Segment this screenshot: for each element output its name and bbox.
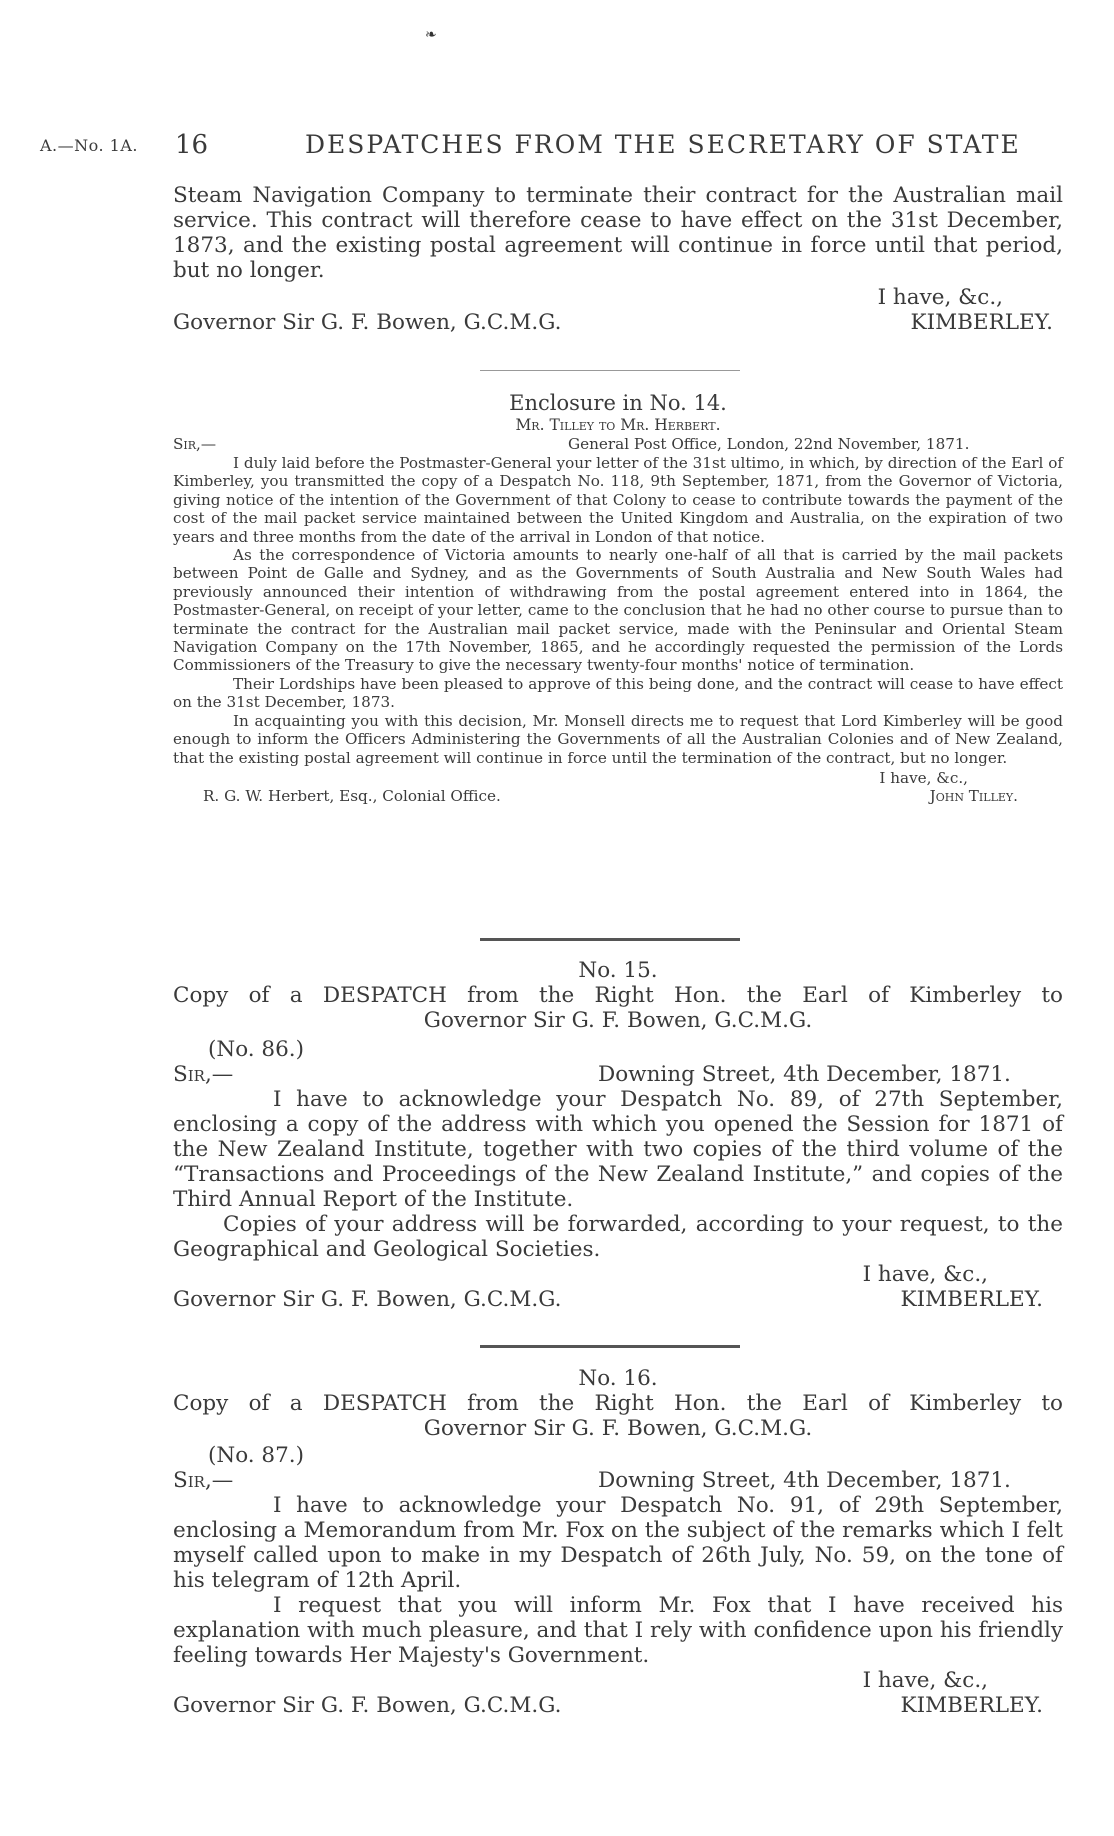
despatch-ref: (No. 86.) bbox=[208, 1037, 305, 1062]
despatch-title-line2: Governor Sir G. F. Bowen, G.C.M.G. bbox=[423, 1416, 813, 1441]
continuation-text: Steam Navigation Company to terminate their contract for the Australian mail service. This contract will therefore cease to have effect on the 31st December, 1873, and the existing postal agreement will continue in force until that period, but no longer. bbox=[173, 183, 1063, 283]
addressee: Governor Sir G. F. Bowen, G.C.M.G. bbox=[173, 1693, 562, 1718]
page-title: DESPATCHES FROM THE SECRETARY OF STATE bbox=[305, 130, 1021, 159]
despatch-title: Copy of a DESPATCH from the Right Hon. the Earl of Kimberley to bbox=[173, 1391, 1063, 1416]
despatch-paragraph: I have to acknowledge your Despatch No. 91, of 29th September, enclosing a Memorandum from Mr. Fox on the subject of the remarks which I felt myself called upon to make in my Despatch of 26th July, No. 59, on the tone of his telegram of 12th April. bbox=[173, 1493, 1063, 1593]
page-header bbox=[40, 130, 1060, 164]
salutation-row bbox=[173, 1468, 1063, 1493]
salutation: Sir,— bbox=[173, 435, 217, 453]
despatch-number: No. 15. bbox=[578, 958, 658, 983]
addressee: Governor Sir G. F. Bowen, G.C.M.G. bbox=[173, 310, 562, 335]
section-divider bbox=[0, 938, 1114, 941]
enclosure-subheading: Mr. Tilley to Mr. Herbert. bbox=[515, 416, 721, 434]
signature: KIMBERLEY. bbox=[910, 310, 1053, 335]
addressee: R. G. W. Herbert, Esq., Colonial Office. bbox=[203, 787, 501, 806]
closing: I have, &c., bbox=[879, 768, 968, 787]
address-signature-row bbox=[173, 310, 1063, 338]
enclosure-section bbox=[173, 390, 1063, 807]
despatch-paragraph: I have to acknowledge your Despatch No. 89, of 27th September, enclosing a copy of the address with which you opened the Session for 1871 of the New Zealand Institute, together with two copies of the third volume of the “Transactions and Proceedings of the New Zealand Institute,” and copies of the Third Annual Report of the Institute. bbox=[173, 1087, 1063, 1212]
enclosure-paragraph: Their Lordships have been pleased to approve of this being done, and the contract will cease to have effect on the 31st December, 1873. bbox=[173, 674, 1063, 712]
closing: I have, &c., bbox=[862, 1668, 988, 1693]
address-signature-row bbox=[173, 1287, 1063, 1315]
section-divider bbox=[0, 370, 1114, 371]
enclosure-heading: Enclosure in No. 14. bbox=[509, 391, 727, 415]
despatch-paragraph: I request that you will inform Mr. Fox that I have received his explanation with much pleasure, and that I rely with confidence upon his friendly feeling towards Her Majesty's Government. bbox=[173, 1593, 1063, 1668]
despatch-15 bbox=[173, 958, 1063, 1315]
despatch-ref: (No. 87.) bbox=[208, 1443, 305, 1468]
salutation: Sir,— bbox=[173, 1468, 234, 1493]
enclosure-paragraph: In acquainting you with this decision, Mr. Monsell directs me to request that Lord Kimberley will be good enough to inform the Officers Administering the Governments of all the Australian Colonies and of New Zealand, that the existing postal agreement will continue in force until the termination of the contract, but no longer. bbox=[173, 711, 1063, 767]
closing: I have, &c., bbox=[877, 285, 1003, 310]
despatch-number: No. 16. bbox=[578, 1366, 658, 1391]
page-number: 16 bbox=[175, 130, 209, 160]
enclosure-salutation-row bbox=[173, 435, 1063, 454]
address-signature-row bbox=[173, 1693, 1063, 1721]
signature: KIMBERLEY. bbox=[900, 1287, 1043, 1312]
enclosure-paragraph: I duly laid before the Postmaster-General your letter of the 31st ultimo, in which, by direction of the Earl of Kimberley, you transmitted the copy of a Despatch No. 118, 9th September, 1871, from the Governor of Victoria, giving notice of the intention of the Government of that Colony to cease to contribute towards the payment of the cost of the mail packet service maintained between the United Kingdom and Australia, on the expiration of two years and three months from the date of the arrival in London of that notice. bbox=[173, 454, 1063, 546]
despatch-paragraph: Copies of your address will be forwarded, according to your request, to the Geographical and Geological Societies. bbox=[173, 1212, 1063, 1262]
dateline: Downing Street, 4th December, 1871. bbox=[598, 1468, 1011, 1493]
closing: I have, &c., bbox=[862, 1262, 988, 1287]
salutation-row bbox=[173, 1062, 1063, 1087]
header-reference: A.—No. 1A. bbox=[40, 136, 138, 155]
salutation: Sir,— bbox=[173, 1062, 234, 1087]
despatch-title: Copy of a DESPATCH from the Right Hon. the Earl of Kimberley to bbox=[173, 983, 1063, 1008]
despatch-16 bbox=[173, 1366, 1063, 1721]
despatch-title-line2: Governor Sir G. F. Bowen, G.C.M.G. bbox=[423, 1008, 813, 1033]
addressee: Governor Sir G. F. Bowen, G.C.M.G. bbox=[173, 1287, 562, 1312]
continuation-section bbox=[173, 183, 1063, 338]
address-signature-row bbox=[173, 787, 1063, 807]
enclosure-paragraph: As the correspondence of Victoria amounts to nearly one-half of all that is carried by the mail packets between Point de Galle and Sydney, and as the Governments of South Australia and New South Wales had previously announced their intention of withdrawing from the postal agreement entered into in 1864, the Postmaster-General, on receipt of your letter, came to the conclusion that he had no other course to pursue than to terminate the contract for the Australian mail packet service, made with the Peninsular and Oriental Steam Navigation Company on the 17th November, 1865, and he accordingly requested the permission of the Lords Commissioners of the Treasury to give the necessary twenty-four months' notice of termination. bbox=[173, 546, 1063, 675]
dateline: General Post Office, London, 22nd November, 1871. bbox=[568, 435, 970, 453]
section-divider bbox=[0, 1345, 1114, 1348]
signature: John Tilley. bbox=[929, 787, 1018, 806]
signature: KIMBERLEY. bbox=[900, 1693, 1043, 1718]
printer-mark: ❧ bbox=[425, 27, 437, 43]
dateline: Downing Street, 4th December, 1871. bbox=[598, 1062, 1011, 1087]
